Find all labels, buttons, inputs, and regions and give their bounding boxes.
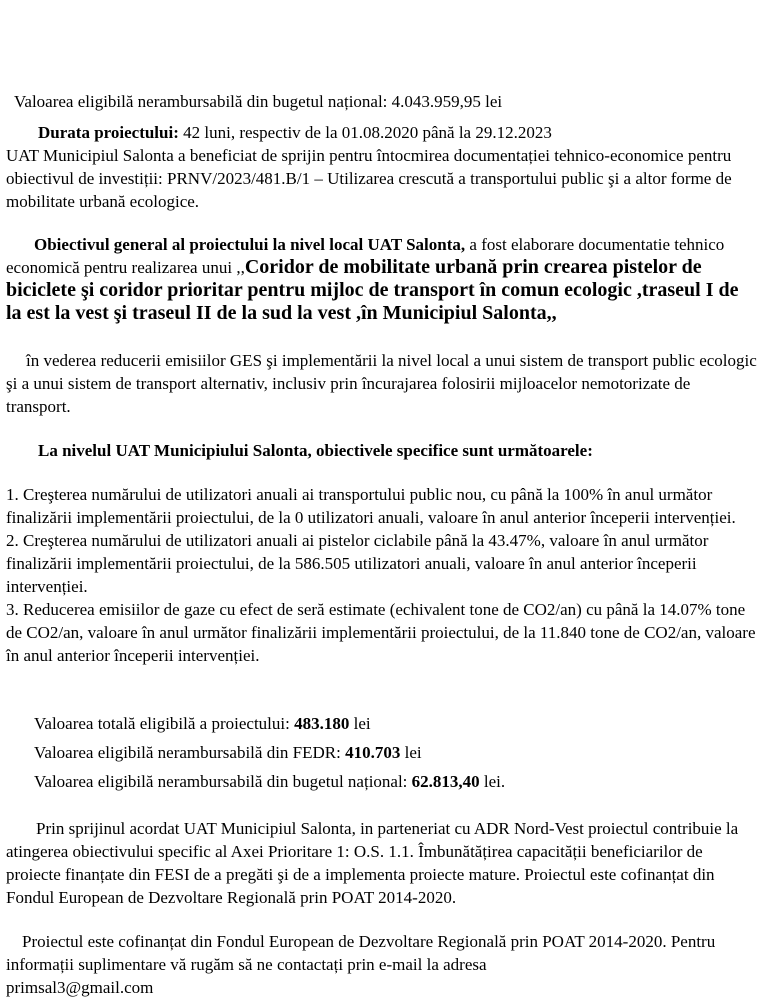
national-eligible-amount: 62.813,40	[411, 772, 480, 791]
closing-paragraph-1	[6, 817, 758, 909]
total-eligible-amount: 483.180	[294, 714, 350, 733]
national-eligible-label: Valoarea eligibilă nerambursabilă din bugetul național:	[34, 772, 412, 791]
project-title: Coridor de mobilitate urbană prin crearea pistelor de biciclete şi coridor prioritar pentru mijloc de transport în comun ecologic ,traseul I de la est la vest şi traseul II de la sud la vest ,în Municipiul Salonta,,	[6, 256, 739, 324]
national-eligible-value	[34, 770, 770, 793]
general-objective-intro: a fost elaborare documentatie tehnico economică pentru realizarea unui ,,	[6, 235, 725, 277]
total-eligible-label: Valoarea totală eligibilă a proiectului:	[34, 714, 295, 733]
general-objective-purpose	[6, 349, 758, 418]
general-objective-purpose-text: în vederea reducerii emisiilor GES şi implementării la nivel local a unui sistem de transport public ecologic şi a unui sistem de transport alternativ, inclusiv prin încurajarea folosirii mijloacelor nemotorizate de transport.	[6, 351, 757, 416]
closing-paragraph-2-text: Proiectul este cofinanțat din Fondul European de Dezvoltare Regională prin POAT 2014-2020. Pentru informații suplimentare vă rugăm să ne contactați prin e-mail la adresa	[6, 932, 716, 974]
total-eligible-suffix: lei	[349, 714, 371, 733]
duration-text: 42 luni, respectiv de la 01.08.2020 până la 29.12.2023	[178, 123, 552, 142]
fedr-eligible-amount: 410.703	[345, 743, 401, 762]
national-budget-label: Valoarea eligibilă nerambursabilă din bugetul național:	[14, 92, 392, 111]
fedr-eligible-suffix: lei	[400, 743, 422, 762]
closing-paragraph-2	[6, 930, 758, 976]
support-paragraph: UAT Municipiul Salonta a beneficiat de sprijin pentru întocmirea documentației tehnico-economice pentru obiectivul de investiții: PRNV/2023/481.B/1 – Utilizarea crescută a transportului public şi a altor forme de mobilitate urbană ecologice.	[6, 146, 732, 211]
list-item: 3. Reducerea emisiilor de gaze cu efect de seră estimate (echivalent tone de CO2/an) cu până la 14.07% tone de CO2/an, valoare în anul următor finalizării implementării proiectului, de la 11.840 tone de CO2/an, valoare în anul anterior începerii intervenției.	[6, 600, 756, 665]
national-budget-value: 4.043.959,95 lei	[391, 92, 503, 111]
list-item: 1. Creşterea numărului de utilizatori anuali ai transportului public nou, cu până la 100% în anul următor finalizării implementării proiectului, de la 0 utilizatori anuali, valoare în anul anterior începerii intervenției.	[6, 485, 736, 527]
specific-objectives-heading: La nivelul UAT Municipiului Salonta, obiectivele specifice sunt următoarele:	[38, 441, 593, 460]
project-duration	[38, 121, 770, 144]
list-item: 2. Creşterea numărului de utilizatori anuali ai pistelor ciclabile până la 43.47%, valoare în anul următor finalizării implementării proiectului, de la 586.505 utilizatori anuali, valoare în anul anterior începerii intervenției.	[6, 531, 709, 596]
duration-label: Durata proiectului:	[38, 123, 179, 142]
contact-email: primsal3@gmail.com	[6, 978, 154, 997]
national-budget-value-line	[14, 90, 766, 113]
national-eligible-suffix: lei.	[479, 772, 506, 791]
general-objective-label: Obiectivul general al proiectului la nivel local UAT Salonta,	[34, 235, 466, 254]
total-eligible-value	[34, 712, 770, 735]
fedr-eligible-value	[34, 741, 770, 764]
closing-paragraph-1-text: Prin sprijinul acordat UAT Municipiul Salonta, in parteneriat cu ADR Nord-Vest proiectul contribuie la atingerea obiectivului specific al Axei Prioritare 1: O.S. 1.1. Îmbunătățirea capacității beneficiarilor de proiecte finanțate din FESI de a pregăti şi de a implementa proiecte mature. Proiectul este cofinanțat din Fondul European de Dezvoltare Regională prin POAT 2014-2020.	[6, 819, 739, 907]
general-objective-paragraph	[6, 233, 758, 325]
fedr-eligible-label: Valoarea eligibilă nerambursabilă din FEDR:	[34, 743, 346, 762]
specific-objectives-list	[6, 483, 758, 667]
